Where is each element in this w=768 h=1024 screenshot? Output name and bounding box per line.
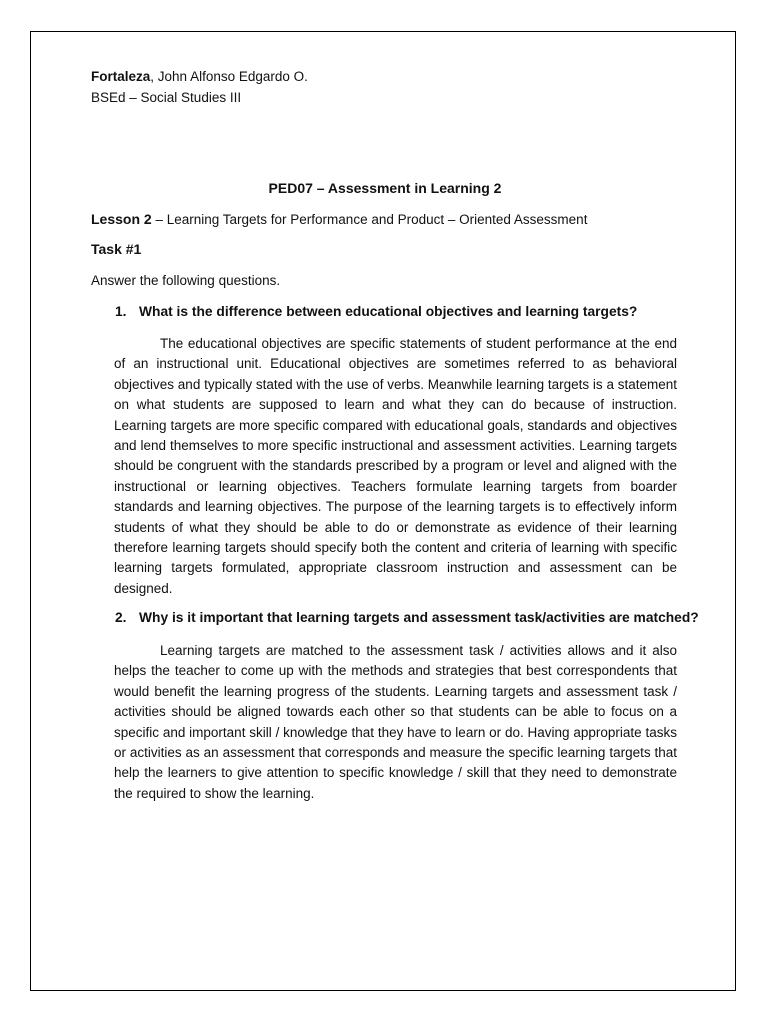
- document-title: PED07 – Assessment in Learning 2: [268, 180, 502, 196]
- question-1-text: What is the difference between educational objectives and learning targets?: [139, 304, 638, 319]
- student-course: BSEd – Social Studies III: [91, 90, 242, 105]
- lesson-line: [91, 209, 679, 230]
- document-page: [30, 31, 736, 991]
- answer-1: The educational objectives are specific statements of student performance at the end of an instructional unit. Educational objectives are sometimes referred to as behavioral objectives and typically stated with the use of verbs. Meanwhile learning targets is a statement on what students are supposed to learn and what they can do because of instruction. Learning targets are more specific compared with educational goals, standards and objectives and lend themselves to more specific instructional and assessment activities. Learning targets should be congruent with the standards prescribed by a program or level and aligned with the instructional or learning objectives. Teachers formulate learning targets from boarder standards and learning objectives. The purpose of the learning targets is to effectively inform students of what they should be able to do or demonstrate as evidence of their learning therefore learning targets should specify both the content and criteria of learning with specific learning targets formulated, appropriate classroom instruction and assessment can be designed.: [114, 336, 677, 596]
- document-content: [91, 66, 699, 801]
- answer-2: Learning targets are matched to the assessment task / activities allows and it also helps the teacher to come up with the methods and strategies that best correspondents that would benefit the learning progress of the students. Learning targets and assessment task / activities should be aligned towards each other so that students can be able to focus on a specific and important skill / knowledge that they have to learn or do. Having appropriate tasks or activities as an assessment that corresponds and measure the specific learning targets that help the learners to give attention to specific knowledge / skill that they need to demonstrate the required to show the learning.: [114, 643, 677, 801]
- task-heading: Task #1: [91, 241, 142, 257]
- student-given-names: , John Alfonso Edgardo O.: [150, 69, 308, 84]
- student-name: [91, 66, 679, 87]
- question-1: [115, 302, 679, 322]
- question-1-number: 1.: [115, 304, 127, 319]
- instruction-text: Answer the following questions.: [91, 273, 281, 288]
- lesson-label: Lesson 2: [91, 211, 152, 227]
- question-2-number: 2.: [115, 610, 127, 625]
- question-2: [115, 608, 699, 628]
- question-2-text: Why is it important that learning targets and assessment task/activities are matched?: [139, 610, 699, 625]
- lesson-title: – Learning Targets for Performance and Product – Oriented Assessment: [151, 212, 588, 227]
- student-surname: Fortaleza: [91, 69, 151, 84]
